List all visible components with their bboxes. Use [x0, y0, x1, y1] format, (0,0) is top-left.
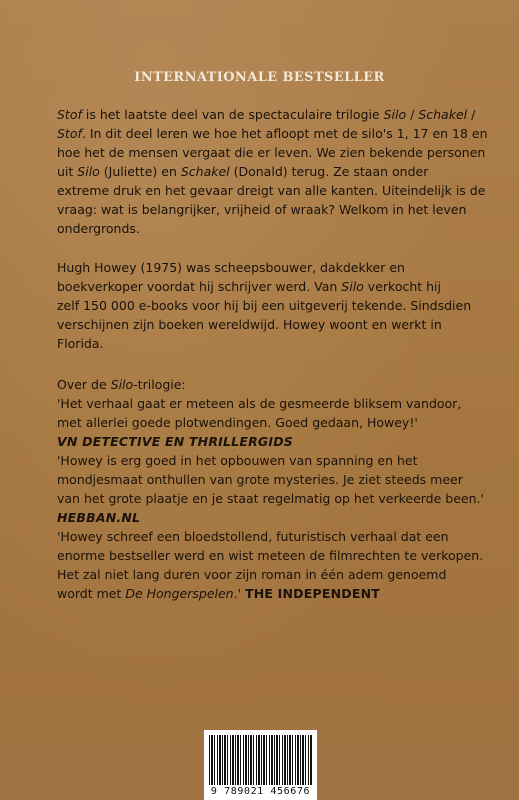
text-span: verkocht hij: [363, 279, 442, 294]
review-quote-line: enorme bestseller werd en wist meteen de filmrechten te verkopen.: [57, 548, 484, 563]
review-quote-line: 'Howey schreef een bloedstollend, futuristisch verhaal dat een: [57, 529, 449, 544]
title-schakel: Schakel: [180, 164, 230, 179]
synopsis-line: hoe het de mensen vergaat die er leven. We zien bekende personen: [57, 145, 486, 160]
review-quote-line: 'Het verhaal gaat er meteen als de gesmeerde bliksem vandoor,: [57, 396, 462, 411]
text-span: uit: [57, 164, 78, 179]
text-span: /: [467, 107, 476, 122]
reviews-intro: [57, 375, 465, 394]
review-quote-line: [57, 584, 465, 603]
synopsis-line: [57, 124, 488, 143]
author-bio-paragraph: [57, 258, 472, 353]
synopsis-line: vraag: wat is belangrijker, vrijheid of wraak? Welkom in het leven: [57, 202, 467, 217]
bio-line: Hugh Howey (1975) was scheepsbouwer, dakdekker en: [57, 260, 405, 275]
title-stof: Stof: [57, 126, 82, 141]
review-source: HEBBAN.NL: [57, 510, 141, 525]
title-silo: Silo: [341, 279, 364, 294]
title-schakel: Schakel: [418, 107, 468, 122]
cover-heading: INTERNATIONALE BESTSELLER: [134, 70, 385, 85]
reviews-section: [57, 375, 484, 603]
text-span: (Donald) terug. Ze staan onder: [229, 164, 429, 179]
synopsis-line: extreme druk en het gevaar dreigt van alle kanten. Uiteindelijk is de: [57, 183, 486, 198]
title-silo: Silo: [110, 377, 134, 392]
title-hongerspelen: De Hongerspelen: [125, 586, 234, 601]
text-span: Over de: [57, 377, 111, 392]
review-quote-line: van het grote plaatje en je staat regelmatig op het verkeerde been.': [57, 491, 484, 506]
text-span: . In dit deel leren we hoe het afloopt met de silo's 1, 17 en 18 en: [81, 126, 488, 141]
bio-line: [57, 277, 465, 296]
text-span: -trilogie:: [133, 377, 186, 392]
review-source: THE INDEPENDENT: [244, 586, 380, 601]
synopsis-line: ondergronds.: [57, 221, 140, 236]
review-source: VN DETECTIVE EN THRILLERGIDS: [57, 434, 293, 449]
text-span: boekverkoper voordat hij schrijver werd. Van: [57, 279, 342, 294]
text-span: (Juliette) en: [99, 164, 181, 179]
text-span: is het laatste deel van de spectaculaire trilogie: [81, 107, 384, 122]
review-quote-line: 'Howey is erg goed in het opbouwen van spanning en het: [57, 453, 418, 468]
title-stof: Stof: [57, 107, 82, 122]
title-silo: Silo: [77, 164, 100, 179]
synopsis-line: [57, 162, 465, 181]
title-silo: Silo: [383, 107, 407, 122]
text-span: .': [233, 586, 245, 601]
review-quote-line: mondjesmaat onthullen van grote mysteries. Je ziet steeds meer: [57, 472, 463, 487]
review-quote-line: met allerlei goede plotwendingen. Goed gedaan, Howey!': [57, 415, 418, 430]
synopsis-line: [57, 105, 476, 124]
bio-line: Florida.: [57, 336, 104, 351]
text-span: wordt met: [57, 586, 126, 601]
text-span: /: [406, 107, 419, 122]
review-quote-line: Het zal niet lang duren voor zijn roman in één adem genoemd: [57, 567, 447, 582]
bio-line: verschijnen zijn boeken wereldwijd. Howey woont en werkt in: [57, 317, 442, 332]
isbn-barcode: [204, 730, 317, 800]
barcode-number: 9 789021 456676: [210, 786, 311, 797]
bio-line: zelf 150 000 e-books voor hij bij een uitgeverij tekende. Sindsdien: [57, 298, 472, 313]
barcode-bars-icon: [209, 735, 312, 785]
synopsis-paragraph: [57, 105, 488, 238]
